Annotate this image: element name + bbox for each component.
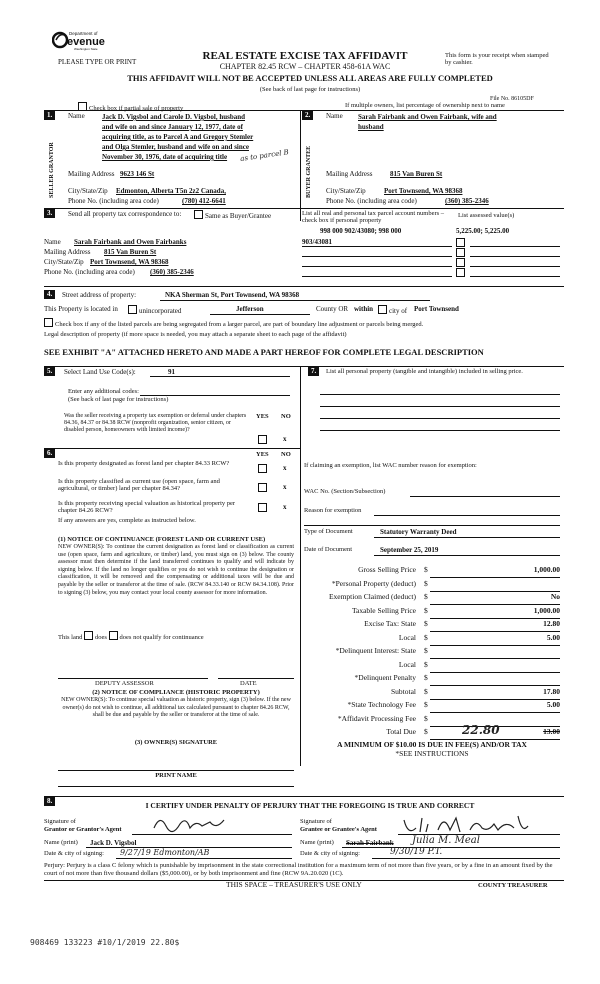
corr-phone[interactable]: (360) 385-2346 [150,268,194,276]
buyer-mailing[interactable]: 815 Van Buren St [390,170,443,178]
parcel-checkbox-4[interactable] [456,268,467,278]
grantor-name-label: Name (print) [44,839,78,846]
s6-no-header: NO [281,451,291,458]
section-3-marker: 3. [44,209,55,218]
corr-city[interactable]: Port Townsend, WA 98368 [90,258,169,266]
svg-text:Department of: Department of [69,31,98,36]
section-5-marker: 5. [44,367,55,376]
print-note: PLEASE TYPE OR PRINT [58,58,137,66]
parcel-checkbox-3[interactable] [456,258,467,268]
buyer-city-label: City/State/Zip [326,187,366,195]
tax-row: Gross Selling Price $ 1,000.00 [304,566,560,580]
section-2-marker: 2. [302,111,313,120]
exhibit-reference: SEE EXHIBIT "A" ATTACHED HERETO AND MADE A PART HEREOF FOR COMPLETE LEGAL DESCRIPTION [44,347,484,357]
within-label: within [354,305,374,313]
tax-row-total: Total Due $ 22.80 13.00 [304,728,560,742]
county-value[interactable]: Jefferson [236,305,264,313]
grantee-name-struck: Sarah Fairbank [346,839,394,847]
doc-type-label: Type of Document [304,528,353,535]
partial-sale-checkbox[interactable]: Check box if partial sale of property [78,102,183,112]
section-7-marker: 7. [308,367,319,376]
s5-no-header: NO [281,413,291,420]
county-treasurer-label: COUNTY TREASURER [478,882,548,889]
print-name-label: PRINT NAME [155,772,197,779]
assessed-values[interactable]: 5,225.00; 5,225.00 [456,227,510,235]
completion-warning: THIS AFFIDAVIT WILL NOT BE ACCEPTED UNLESS ALL AREAS ARE FULLY COMPLETED [127,73,493,83]
land-use-label: Select Land Use Code(s): [64,368,136,376]
wac-number-label: WAC No. (Section/Subsection) [304,488,386,495]
seller-side-label: SELLER GRANTOR [49,142,55,198]
exemption-question: Was the seller receiving a property tax exemption or deferral under chapters 84.36, 84.37 or 84.38 RCW (nonprofit organization, senior citizen, or disabled person, homeowners with limited income)? [64,413,247,433]
compliance-text: NEW OWNER(S): To continue special valuation as historic property, sign (3) below. If the new owner(s) do not wish to continue, all additional tax calculated pursuant to chapter 84.26 RCW, shall be due and payable by the seller or transferor at the time of sale. [61,697,291,719]
land-use-code[interactable]: 91 [168,368,175,376]
current-use-no-mark[interactable]: x [283,483,287,491]
historic-yes-box[interactable] [258,503,269,513]
street-address[interactable]: NKA Sherman St, Port Townsend, WA 98368 [165,291,300,299]
additional-codes-note: (See back of last page for instructions) [68,396,169,403]
seller-phone-label: Phone No. (including area code) [68,197,159,205]
forest-yes-box[interactable] [258,464,269,474]
tax-row: Taxable Selling Price $ 1,000.00 [304,607,560,621]
svg-text:Washington State: Washington State [74,47,98,51]
receipt-stamp: 908469 133223 #10/1/2019 22.80$ [30,938,180,947]
tax-row: *Affidavit Processing Fee $ [304,715,560,729]
compliance-title: (2) NOTICE OF COMPLIANCE (HISTORIC PROPERTY) [92,689,260,696]
does-checkbox[interactable]: does [84,634,107,641]
doc-type[interactable]: Statutory Warranty Deed [380,528,457,536]
legal-description-label: Legal description of property (if more space is needed, you may attach a separate sheet to each page of the affidavit) [44,331,347,338]
continuance-title: (1) NOTICE OF CONTINUANCE (FOREST LAND OR CURRENT USE) [58,536,266,543]
s6-yes-header: YES [256,451,269,458]
street-label: Street address of property: [62,291,137,299]
grantor-date-label: Date & city of signing: [44,850,104,857]
grantor-signature[interactable] [150,812,230,834]
seller-city-label: City/State/Zip [68,187,108,195]
grantee-date[interactable]: 9/30/19 P.T. [390,847,443,857]
same-as-buyer-checkbox[interactable]: Same as Buyer/Grantee [194,210,271,220]
personal-property-label: List all personal property (tangible and intangible) included in selling price. [326,368,523,375]
correspondence-label: Send all property tax correspondence to: [68,210,182,218]
total-handwritten[interactable]: 22.80 [462,723,500,737]
exemption-wac-label: If claiming an exemption, list WAC number reason for exemption: [304,462,477,469]
tax-row: *State Technology Fee $ 5.00 [304,701,560,715]
dor-logo [52,28,122,54]
corr-name[interactable]: Sarah Fairbank and Owen Fairbanks [74,238,187,246]
buyer-mailing-label: Mailing Address [326,170,373,178]
parcel-checkbox-2[interactable] [456,248,467,258]
grantee-sig-label: Signature of Grantee or Grantee's Agent [300,818,377,833]
historic-question: Is this property receiving special valuation as historical property per chapter 84.26 RCW? [58,500,236,515]
form-title: REAL ESTATE EXCISE TAX AFFIDAVIT [202,50,408,62]
tax-row: *Delinquent Interest: State $ [304,647,560,661]
assessed-label: List assessed value(s) [458,212,515,219]
buyer-city[interactable]: Port Townsend, WA 98368 [384,187,463,195]
parcel-checkbox-1[interactable] [456,238,467,248]
grantor-name[interactable]: Jack D. Vigsbol [90,839,137,847]
owner-signature-label: (3) OWNER(S) SIGNATURE [134,739,218,746]
corr-name-label: Name [44,238,61,246]
doc-date[interactable]: September 25, 2019 [380,546,439,554]
tax-row: Exemption Claimed (deduct) $ No [304,593,560,607]
seller-mailing[interactable]: 9623 146 St [120,170,155,178]
tax-row: *Personal Property (deduct) $ [304,580,560,594]
multiple-owners-note: If multiple owners, list percentage of ownership next to name [345,102,505,109]
perjury-notice: Perjury: Perjury is a class C felony which is punishable by imprisonment in the state correctional institution for a maximum term of not more than five years, or by a fine in an amount fixed by the court of not more than five thousand dollars ($5,000.00), or by both imprisonment and fine (RCW 9A.20.020 (1C). [44,862,553,877]
seller-city[interactable]: Edmonton, Alberta T5n 2z2 Canada, [116,187,226,195]
buyer-phone[interactable]: (360) 385-2346 [445,197,489,205]
form-chapter: CHAPTER 82.45 RCW – CHAPTER 458-61A WAC [219,62,391,71]
tax-row: Subtotal $ 17.80 [304,688,560,702]
located-prefix: This Property is located in [44,305,118,313]
tax-row: Local $ 5.00 [304,634,560,648]
city-value[interactable]: Port Townsend [414,305,459,313]
corr-phone-label: Phone No. (including area code) [44,268,135,276]
continuance-text: NEW OWNER(S): To continue the current designation as forest land or classification as current use (open space, farm and agriculture, or timber) land, you must sign on (3) below. The county assessor must then determine if the land transferred continues to qualify and will indicate by signing below. If the land no longer qualifies or you do not wish to continue the designation or classification, it will be removed and the compensating or additional taxes will be due and payable by the seller or transferor at the time of sale. (RCW 84.33.140 or RCW 84.34.108). Prior to signing (3) below, you may contact your local county assessor for more information. [58,544,294,596]
tax-row: *Delinquent Penalty $ [304,674,560,688]
svg-text:evenue: evenue [67,36,105,48]
buyer-name[interactable]: Sarah Fairbank and Owen Fairbank, wife and husband [358,113,497,131]
tax-table [304,566,560,742]
buyer-side-label: BUYER GRANTEE [306,145,312,198]
tax-row: Local $ [304,661,560,675]
receipt-note: This form is your receipt when stamped by cashier. [445,52,549,67]
doc-date-label: Date of Document [304,546,353,553]
treasurer-use-label: THIS SPACE – TREASURER'S USE ONLY [226,880,362,889]
total-struck: 13.00 [543,727,560,736]
current-use-question: Is this property classified as current use (open space, farm and agricultural, or timber) land per chapter 84.34? [58,478,220,493]
grantor-date[interactable]: 9/27/19 Edmonton/AB [120,848,210,857]
seller-phone[interactable]: (780) 412-6641 [182,197,226,205]
parcel-numbers-1[interactable]: 998 000 902/43080; 998 000 [320,227,402,235]
dor-logo-mark [52,28,122,52]
buyer-name-label: Name [326,112,343,120]
historic-no-mark[interactable]: x [283,503,287,511]
unincorporated-checkbox[interactable]: unincorporated [128,305,181,315]
city-of-checkbox[interactable]: city of [378,305,407,315]
county-or: County OR [316,305,349,313]
certify-statement: I CERTIFY UNDER PENALTY OF PERJURY THAT THE FOREGOING IS TRUE AND CORRECT [145,801,475,810]
section-6-marker: 6. [44,449,55,458]
forest-question: Is this property designated as forest land per chapter 84.33 RCW? [58,460,230,467]
corr-mailing[interactable]: 815 Van Buren St [104,248,157,256]
buyer-phone-label: Phone No. (including area code) [326,197,417,205]
additional-codes-label: Enter any additional codes: [68,388,139,395]
exemption-no-mark[interactable]: x [283,435,287,443]
seller-handwritten-note: as to parcel B [239,148,290,163]
seller-mailing-label: Mailing Address [68,170,115,178]
grantee-date-label: Date & city of signing: [300,850,360,857]
minimum-fee-note: A MINIMUM OF $10.00 IS DUE IN FEE(S) AND/OR TAX [337,740,527,749]
grantee-name-label: Name (print) [300,839,334,846]
section-8-marker: 8. [44,797,55,806]
segregated-checkbox[interactable]: Check box if any of the listed parcels are being segregated from a larger parcel, are part of boundary line adjustment or parcels being merged. [44,318,423,328]
seller-name[interactable]: Jack D. Vigsbol and Carole D. Vigsbol, husband and wife on and since January 12, 1977, date of acquiring title, as to Parcel A and Gregory Stemler and Olga Stemler, husband and wife on and since November 30, 1976, date of acquiring title [102,113,254,161]
tax-row: Excise Tax: State $ 12.80 [304,620,560,634]
does-not-checkbox[interactable]: does not [109,634,142,641]
file-number: File No. 86105DF [490,96,534,102]
corr-city-label: City/State/Zip [44,258,84,266]
yes-instruction: If any answers are yes, complete as instructed below. [58,517,196,524]
deputy-assessor-label: DEPUTY ASSESSOR [95,680,154,687]
exemption-yes-box[interactable] [258,435,269,445]
continuance-qualify: This land does does not qualify for continuance [58,631,204,641]
section-1-marker: 1. [44,111,55,120]
parcels-label: List all real and personal tax parcel account numbers – check box if personal property [302,210,445,225]
reason-label: Reason for exemption [304,507,362,514]
seller-name-label: Name [68,112,85,120]
grantor-sig-label: Signature of Grantor or Grantor's Agent [44,818,122,833]
s5-yes-header: YES [256,413,269,420]
current-use-yes-box[interactable] [258,483,269,493]
forest-no-mark[interactable]: x [283,464,287,472]
deputy-date-label: DATE [240,680,257,687]
section-4-marker: 4. [44,290,55,299]
grantee-name[interactable]: Julia M. Meal [412,835,480,846]
see-instructions: *SEE INSTRUCTIONS [395,749,469,758]
back-note: (See back of last page for instructions) [259,86,361,93]
corr-mailing-label: Mailing Address [44,248,91,256]
parcel-numbers-2[interactable]: 903/43081 [302,238,332,246]
